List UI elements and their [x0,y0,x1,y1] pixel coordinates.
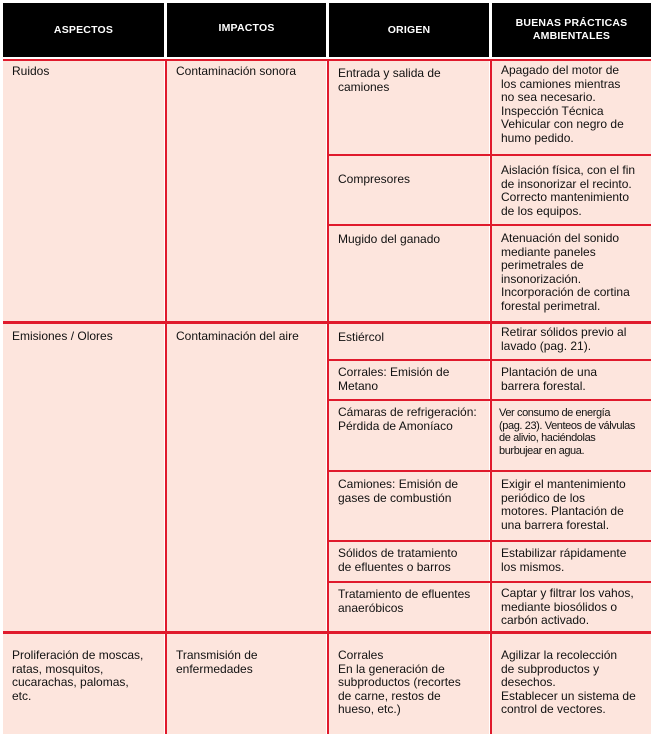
practica-cell: Aislación física, con el fin de insonorizar el recinto. Correcto mantenimiento de los equipos. [492,156,651,224]
origen-cell: Corrales En la generación de subproductos (recortes de carne, restos de hueso, etc.) [329,634,489,734]
practica-cell: Apagado del motor de los camiones mientras no sea necesario. Inspección Técnica Vehicular con negro de humo pedido. [492,60,651,154]
practica-cell: Plantación de una barrera forestal. [492,361,651,399]
header-origen: ORIGEN [329,3,489,57]
origen-cell: Entrada y salida de camiones [329,60,489,154]
header-separator [326,3,329,59]
header-separator [489,3,492,59]
header-aspectos: ASPECTOS [3,3,164,57]
practica-cell: Exigir el mantenimiento periódico de los motores. Plantación de una barrera forestal. [492,472,651,540]
grid-line [329,359,651,361]
origen-cell: Compresores [329,156,489,224]
origen-cell: Cámaras de refrigeración: Pérdida de Amoníaco [329,401,489,470]
grid-line [327,59,329,734]
grid-line [329,154,651,156]
origen-cell: Camiones: Emisión de gases de combustión [329,472,489,540]
aspecto-cell: Ruidos [3,60,164,321]
aspecto-cell: Emisiones / Olores [3,324,164,631]
environmental-practices-table [3,3,651,734]
origen-cell: Mugido del ganado [329,226,489,321]
practica-cell: Agilizar la recolección de subproductos y desechos. Establecer un sistema de control de vectores. [492,634,651,734]
grid-line [329,399,651,401]
practica-cell: Retirar sólidos previo al lavado (pag. 21). [492,324,651,359]
grid-line [329,224,651,226]
impacto-cell: Contaminación sonora [167,60,326,321]
origen-cell: Tratamiento de efluentes anaeróbicos [329,583,489,631]
header-separator [164,3,167,59]
grid-line [165,59,167,734]
origen-cell: Estiércol [329,324,489,359]
origen-cell: Corrales: Emisión de Metano [329,361,489,399]
impacto-cell: Contaminación del aire [167,324,326,631]
header-impactos: IMPACTOS [167,3,326,57]
grid-line [329,540,651,542]
origen-cell: Sólidos de tratamiento de efluentes o barros [329,542,489,581]
practica-cell: Ver consumo de energía (pag. 23). Venteos de válvulas de alivio, haciéndolas burbujear en agua. [492,401,651,470]
grid-line [490,59,492,734]
grid-line [329,581,651,583]
impacto-cell: Transmisión de enfermedades [167,634,326,734]
practica-cell: Captar y filtrar los vahos, mediante biosólidos o carbón activado. [492,583,651,631]
header-practicas: BUENAS PRÁCTICAS AMBIENTALES [492,3,651,57]
practica-cell: Atenuación del sonido mediante paneles perimetrales de insonorización. Incorporación de cortina forestal perimetral. [492,226,651,321]
practica-cell: Estabilizar rápidamente los mismos. [492,542,651,581]
aspecto-cell: Proliferación de moscas, ratas, mosquitos, cucarachas, palomas, etc. [3,634,164,734]
grid-line [329,470,651,472]
